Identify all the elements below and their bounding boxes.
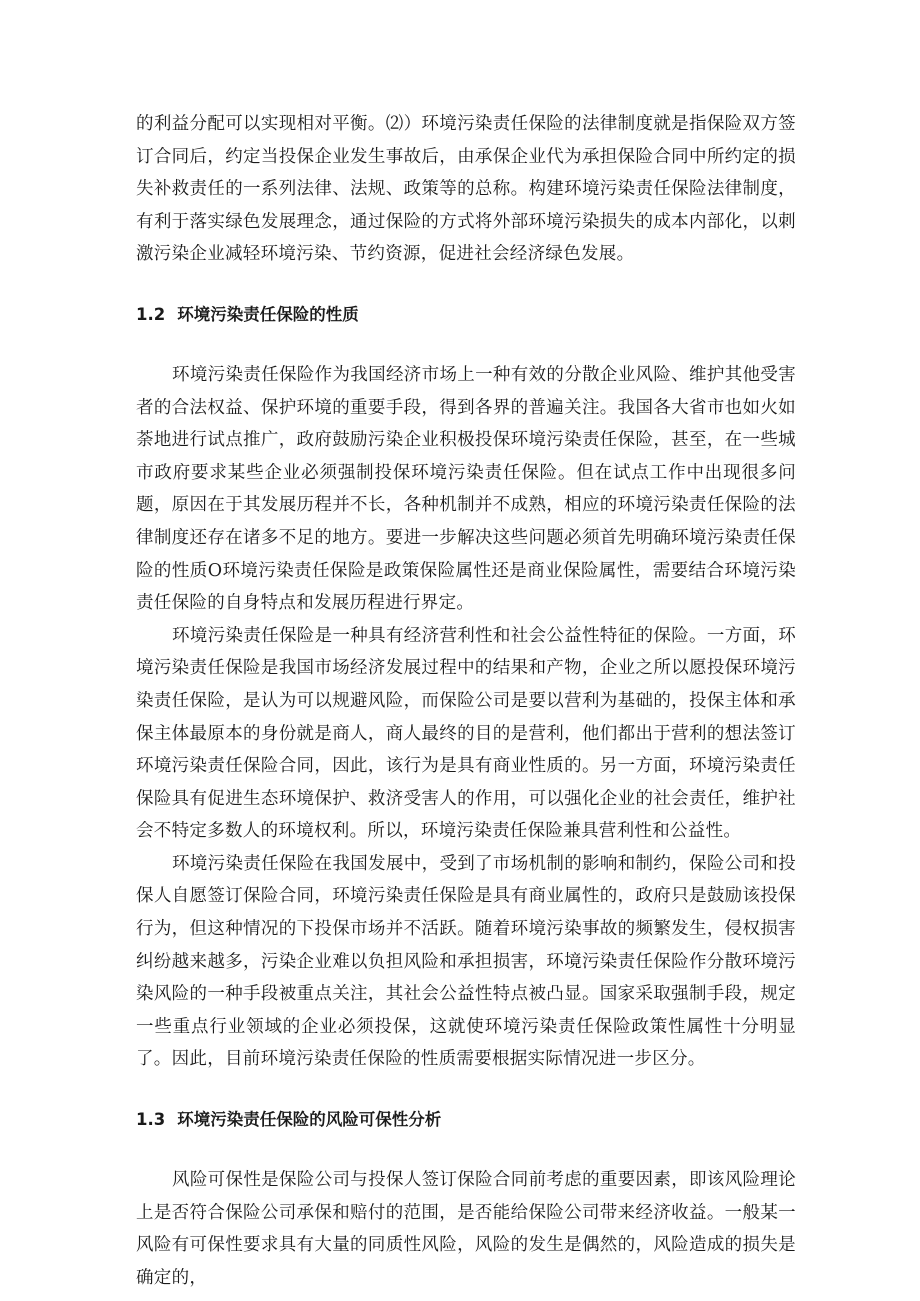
paragraph-intro: 的利益分配可以实现相对平衡。⑵）环境污染责任保险的法律制度就是指保险双方签订合同后，约定当投保企业发生事故后，由承保企业代为承担保险合同中所约定的损失补救责任的一系列法律、法规、政策等的总称。构建环境污染责任保险法律制度，有利于落实绿色发展理念，通过保险的方式将外部环境污染损失的成本内部化，以刺激污染企业减轻环境污染、节约资源，促进社会经济绿色发展。 xyxy=(136,114,796,265)
section-number: 1.3 xyxy=(136,1110,166,1130)
paragraph: 环境污染责任保险作为我国经济市场上一种有效的分散企业风险、维护其他受害者的合法权益、保护环境的重要手段，得到各界的普遍关注。我国各大省市也如火如荼地进行试点推广，政府鼓励污染企业积极投保环境污染责任保险，甚至，在一些城市政府要求某些企业必须强制投保环境污染责任保险。但在试点工作中出现很多问题，原因在于其发展历程并不长，各种机制并不成熟，相应的环境污染责任保险的法律制度还存在诸多不足的地方。要进一步解决这些问题必须首先明确环境污染责任保险的性质O环境污染责任保险是政策保险属性还是商业保险属性，需要结合环境污染责任保险的自身特点和发展历程进行界定。 xyxy=(136,364,796,614)
section-number: 1.2 xyxy=(136,304,166,324)
section-title: 环境污染责任保险的性质 xyxy=(177,304,359,324)
section-heading-1-2 xyxy=(136,299,796,331)
section-heading-1-3 xyxy=(136,1104,796,1136)
paragraph: 环境污染责任保险是一种具有经济营利性和社会公益性特征的保险。一方面，环境污染责任保险是我国市场经济发展过程中的结果和产物，企业之所以愿投保环境污染责任保险，是认为可以规避风险，而保险公司是要以营利为基础的，投保主体和承保主体最原本的身份就是商人，商人最终的目的是营利，他们都出于营利的想法签订环境污染责任保险合同，因此，该行为是具有商业性质的。另一方面，环境污染责任保险具有促进生态环境保护、救济受害人的作用，可以强化企业的社会责任，维护社会不特定多数人的环境权利。所以，环境污染责任保险兼具营利性和公益性。 xyxy=(136,625,796,842)
document-body xyxy=(136,108,796,1294)
section-title: 环境污染责任保险的风险可保性分析 xyxy=(177,1110,442,1130)
paragraph: 风险可保性是保险公司与投保人签订保险合同前考虑的重要因素，即该风险理论上是否符合保险公司承保和赔付的范围，是否能给保险公司带来经济收益。一般某一风险有可保性要求具有大量的同质性风险，风险的发生是偶然的，风险造成的损失是确定的， xyxy=(136,1170,796,1288)
paragraph: 环境污染责任保险在我国发展中，受到了市场机制的影响和制约，保险公司和投保人自愿签订保险合同，环境污染责任保险是具有商业属性的，政府只是鼓励该投保行为，但这种情况的下投保市场并不活跃。随着环境污染事故的频繁发生，侵权损害纠纷越来越多，污染企业难以负担风险和承担损害，环境污染责任保险作分散环境污染风险的一种手段被重点关注，其社会公益性特点被凸显。国家采取强制手段，规定一些重点行业领域的企业必须投保，这就使环境污染责任保险政策性属性十分明显了。因此，目前环境污染责任保险的性质需要根据实际情况进一步区分。 xyxy=(136,853,796,1070)
